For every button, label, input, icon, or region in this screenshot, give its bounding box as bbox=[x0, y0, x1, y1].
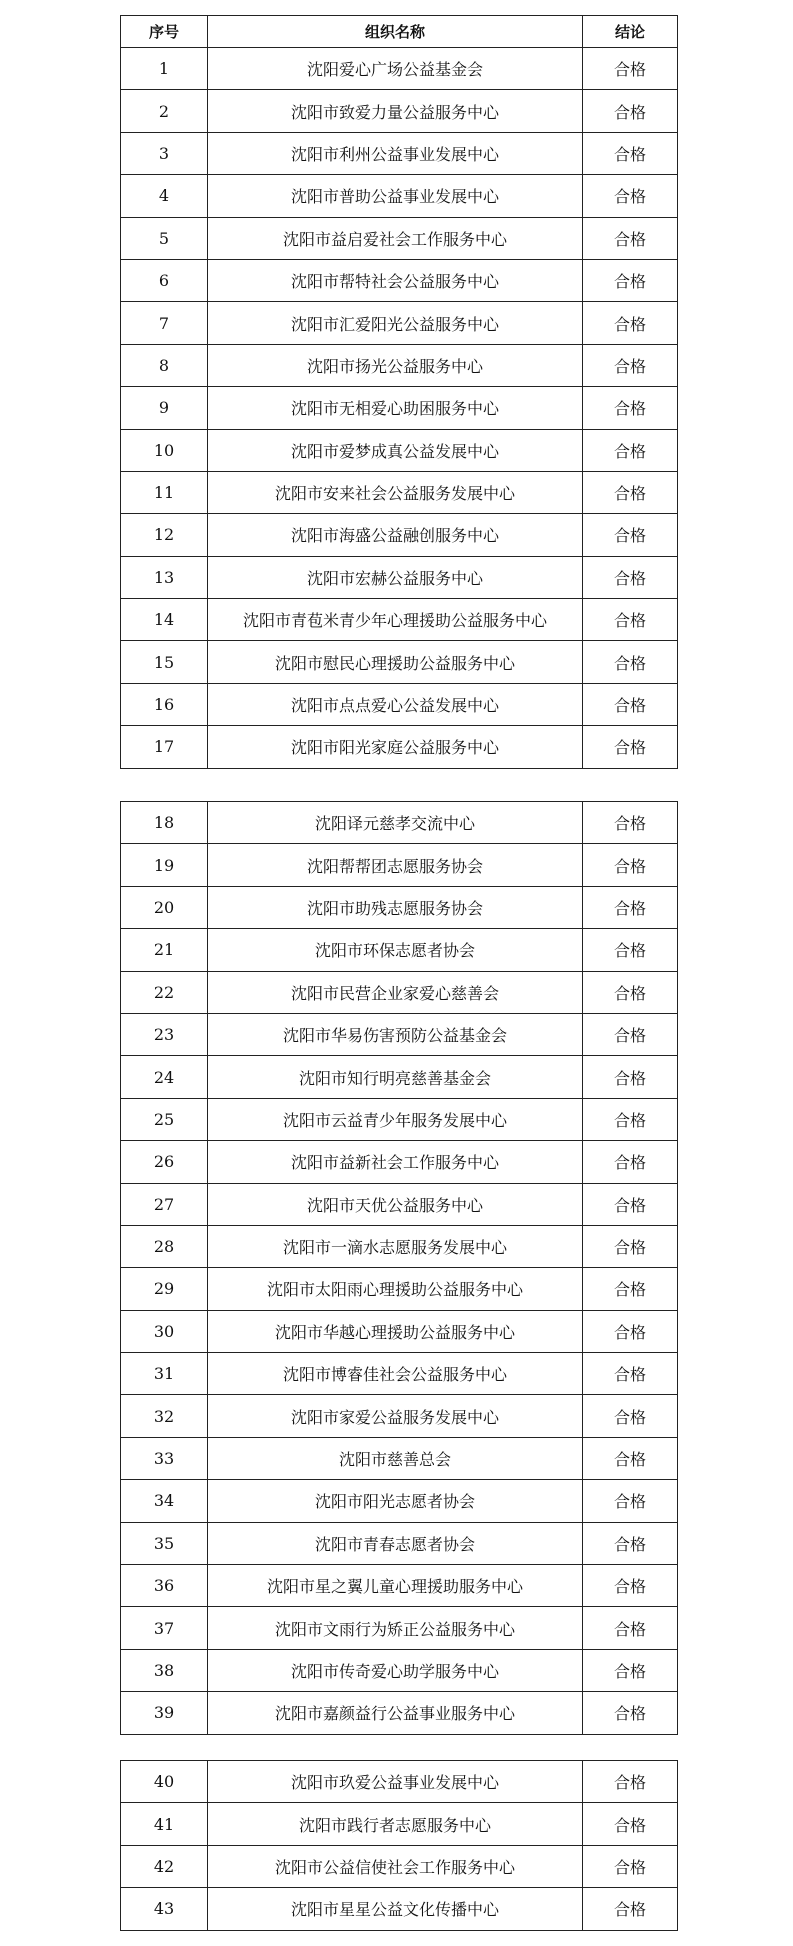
cell-num: 43 bbox=[121, 1888, 208, 1930]
table-row bbox=[121, 429, 678, 471]
cell-result: 合格 bbox=[583, 1310, 678, 1352]
cell-result: 合格 bbox=[583, 971, 678, 1013]
cell-num: 9 bbox=[121, 387, 208, 429]
cell-org-name: 沈阳爱心广场公益基金会 bbox=[208, 48, 583, 90]
cell-result: 合格 bbox=[583, 726, 678, 768]
cell-num: 24 bbox=[121, 1056, 208, 1098]
table-row bbox=[121, 175, 678, 217]
cell-result: 合格 bbox=[583, 1803, 678, 1845]
table-row bbox=[121, 259, 678, 301]
cell-num: 17 bbox=[121, 726, 208, 768]
cell-result: 合格 bbox=[583, 1013, 678, 1055]
header-num: 序号 bbox=[121, 16, 208, 48]
cell-num: 15 bbox=[121, 641, 208, 683]
cell-result: 合格 bbox=[583, 1183, 678, 1225]
cell-num: 14 bbox=[121, 599, 208, 641]
table-row bbox=[121, 1437, 678, 1479]
org-table-page-1 bbox=[120, 15, 678, 769]
cell-num: 16 bbox=[121, 683, 208, 725]
table-row bbox=[121, 1607, 678, 1649]
cell-org-name: 沈阳市汇爱阳光公益服务中心 bbox=[208, 302, 583, 344]
cell-org-name: 沈阳市环保志愿者协会 bbox=[208, 929, 583, 971]
cell-num: 34 bbox=[121, 1480, 208, 1522]
cell-org-name: 沈阳市利州公益事业发展中心 bbox=[208, 132, 583, 174]
cell-num: 23 bbox=[121, 1013, 208, 1055]
table-row bbox=[121, 1761, 678, 1803]
cell-result: 合格 bbox=[583, 1141, 678, 1183]
cell-num: 2 bbox=[121, 90, 208, 132]
table-row bbox=[121, 1268, 678, 1310]
cell-num: 33 bbox=[121, 1437, 208, 1479]
cell-org-name: 沈阳市嘉颜益行公益事业服务中心 bbox=[208, 1692, 583, 1734]
cell-org-name: 沈阳市爱梦成真公益发展中心 bbox=[208, 429, 583, 471]
cell-org-name: 沈阳市天优公益服务中心 bbox=[208, 1183, 583, 1225]
cell-result: 合格 bbox=[583, 90, 678, 132]
table-row bbox=[121, 599, 678, 641]
table-row bbox=[121, 302, 678, 344]
table-row bbox=[121, 1056, 678, 1098]
table-row bbox=[121, 556, 678, 598]
table-row bbox=[121, 1480, 678, 1522]
table-row bbox=[121, 1310, 678, 1352]
cell-org-name: 沈阳市无相爱心助困服务中心 bbox=[208, 387, 583, 429]
cell-org-name: 沈阳市慰民心理援助公益服务中心 bbox=[208, 641, 583, 683]
cell-org-name: 沈阳市公益信使社会工作服务中心 bbox=[208, 1845, 583, 1887]
cell-org-name: 沈阳市文雨行为矫正公益服务中心 bbox=[208, 1607, 583, 1649]
table-row bbox=[121, 471, 678, 513]
table-row bbox=[121, 90, 678, 132]
cell-org-name: 沈阳市玖爱公益事业发展中心 bbox=[208, 1761, 583, 1803]
cell-org-name: 沈阳市华易伤害预防公益基金会 bbox=[208, 1013, 583, 1055]
cell-org-name: 沈阳市助残志愿服务协会 bbox=[208, 886, 583, 928]
cell-org-name: 沈阳市帮特社会公益服务中心 bbox=[208, 259, 583, 301]
header-result: 结论 bbox=[583, 16, 678, 48]
cell-result: 合格 bbox=[583, 175, 678, 217]
table-row bbox=[121, 1013, 678, 1055]
cell-org-name: 沈阳市家爱公益服务发展中心 bbox=[208, 1395, 583, 1437]
cell-result: 合格 bbox=[583, 1607, 678, 1649]
cell-num: 5 bbox=[121, 217, 208, 259]
cell-org-name: 沈阳译元慈孝交流中心 bbox=[208, 802, 583, 844]
cell-num: 12 bbox=[121, 514, 208, 556]
cell-result: 合格 bbox=[583, 929, 678, 971]
cell-num: 7 bbox=[121, 302, 208, 344]
cell-result: 合格 bbox=[583, 217, 678, 259]
cell-result: 合格 bbox=[583, 1437, 678, 1479]
cell-org-name: 沈阳市星之翼儿童心理援助服务中心 bbox=[208, 1565, 583, 1607]
cell-num: 32 bbox=[121, 1395, 208, 1437]
cell-result: 合格 bbox=[583, 1098, 678, 1140]
cell-num: 31 bbox=[121, 1353, 208, 1395]
cell-org-name: 沈阳市青苞米青少年心理援助公益服务中心 bbox=[208, 599, 583, 641]
table-row bbox=[121, 48, 678, 90]
cell-result: 合格 bbox=[583, 844, 678, 886]
cell-num: 4 bbox=[121, 175, 208, 217]
cell-org-name: 沈阳市阳光家庭公益服务中心 bbox=[208, 726, 583, 768]
table-row bbox=[121, 726, 678, 768]
cell-result: 合格 bbox=[583, 1761, 678, 1803]
table-row bbox=[121, 929, 678, 971]
cell-result: 合格 bbox=[583, 1565, 678, 1607]
table-row bbox=[121, 1522, 678, 1564]
cell-num: 42 bbox=[121, 1845, 208, 1887]
cell-num: 26 bbox=[121, 1141, 208, 1183]
table-row bbox=[121, 1225, 678, 1267]
table-row bbox=[121, 1098, 678, 1140]
table-row bbox=[121, 1183, 678, 1225]
cell-num: 27 bbox=[121, 1183, 208, 1225]
cell-org-name: 沈阳市致爱力量公益服务中心 bbox=[208, 90, 583, 132]
cell-org-name: 沈阳市一滴水志愿服务发展中心 bbox=[208, 1225, 583, 1267]
cell-num: 18 bbox=[121, 802, 208, 844]
cell-num: 28 bbox=[121, 1225, 208, 1267]
table-row bbox=[121, 387, 678, 429]
table-row bbox=[121, 132, 678, 174]
cell-num: 19 bbox=[121, 844, 208, 886]
org-table-page-3 bbox=[120, 1760, 678, 1931]
table-row bbox=[121, 1692, 678, 1734]
cell-result: 合格 bbox=[583, 1522, 678, 1564]
org-table-page-2 bbox=[120, 801, 678, 1735]
table-row bbox=[121, 886, 678, 928]
cell-org-name: 沈阳市民营企业家爱心慈善会 bbox=[208, 971, 583, 1013]
cell-result: 合格 bbox=[583, 1268, 678, 1310]
cell-result: 合格 bbox=[583, 1692, 678, 1734]
cell-num: 6 bbox=[121, 259, 208, 301]
cell-org-name: 沈阳市青春志愿者协会 bbox=[208, 1522, 583, 1564]
cell-org-name: 沈阳市阳光志愿者协会 bbox=[208, 1480, 583, 1522]
cell-result: 合格 bbox=[583, 1225, 678, 1267]
cell-org-name: 沈阳市太阳雨心理援助公益服务中心 bbox=[208, 1268, 583, 1310]
cell-result: 合格 bbox=[583, 302, 678, 344]
table-row bbox=[121, 1565, 678, 1607]
cell-result: 合格 bbox=[583, 599, 678, 641]
table-row bbox=[121, 217, 678, 259]
cell-result: 合格 bbox=[583, 1395, 678, 1437]
cell-org-name: 沈阳市慈善总会 bbox=[208, 1437, 583, 1479]
cell-num: 25 bbox=[121, 1098, 208, 1140]
header-name: 组织名称 bbox=[208, 16, 583, 48]
table-header-row bbox=[121, 16, 678, 48]
cell-num: 29 bbox=[121, 1268, 208, 1310]
cell-num: 1 bbox=[121, 48, 208, 90]
cell-org-name: 沈阳市益新社会工作服务中心 bbox=[208, 1141, 583, 1183]
cell-org-name: 沈阳市博睿佳社会公益服务中心 bbox=[208, 1353, 583, 1395]
cell-result: 合格 bbox=[583, 48, 678, 90]
cell-num: 36 bbox=[121, 1565, 208, 1607]
cell-result: 合格 bbox=[583, 471, 678, 513]
cell-org-name: 沈阳市点点爱心公益发展中心 bbox=[208, 683, 583, 725]
cell-org-name: 沈阳市扬光公益服务中心 bbox=[208, 344, 583, 386]
table-row bbox=[121, 344, 678, 386]
cell-result: 合格 bbox=[583, 1649, 678, 1691]
cell-org-name: 沈阳市海盛公益融创服务中心 bbox=[208, 514, 583, 556]
cell-result: 合格 bbox=[583, 1888, 678, 1930]
table-row bbox=[121, 1803, 678, 1845]
cell-result: 合格 bbox=[583, 1845, 678, 1887]
table-row bbox=[121, 802, 678, 844]
cell-num: 3 bbox=[121, 132, 208, 174]
cell-result: 合格 bbox=[583, 1056, 678, 1098]
cell-org-name: 沈阳市传奇爱心助学服务中心 bbox=[208, 1649, 583, 1691]
cell-result: 合格 bbox=[583, 387, 678, 429]
table-row bbox=[121, 1649, 678, 1691]
cell-result: 合格 bbox=[583, 259, 678, 301]
cell-result: 合格 bbox=[583, 1353, 678, 1395]
cell-org-name: 沈阳市安来社会公益服务发展中心 bbox=[208, 471, 583, 513]
cell-org-name: 沈阳市普助公益事业发展中心 bbox=[208, 175, 583, 217]
cell-org-name: 沈阳市践行者志愿服务中心 bbox=[208, 1803, 583, 1845]
table-row bbox=[121, 641, 678, 683]
cell-num: 20 bbox=[121, 886, 208, 928]
table-row bbox=[121, 844, 678, 886]
table-row bbox=[121, 1845, 678, 1887]
cell-result: 合格 bbox=[583, 514, 678, 556]
cell-result: 合格 bbox=[583, 1480, 678, 1522]
cell-org-name: 沈阳市宏赫公益服务中心 bbox=[208, 556, 583, 598]
cell-result: 合格 bbox=[583, 556, 678, 598]
cell-org-name: 沈阳市华越心理援助公益服务中心 bbox=[208, 1310, 583, 1352]
table-row bbox=[121, 514, 678, 556]
table-row bbox=[121, 683, 678, 725]
cell-org-name: 沈阳市知行明亮慈善基金会 bbox=[208, 1056, 583, 1098]
cell-num: 39 bbox=[121, 1692, 208, 1734]
cell-result: 合格 bbox=[583, 344, 678, 386]
table-row bbox=[121, 1888, 678, 1930]
cell-num: 40 bbox=[121, 1761, 208, 1803]
table-row bbox=[121, 1141, 678, 1183]
table-row bbox=[121, 971, 678, 1013]
cell-num: 22 bbox=[121, 971, 208, 1013]
cell-num: 30 bbox=[121, 1310, 208, 1352]
table-row bbox=[121, 1353, 678, 1395]
cell-org-name: 沈阳帮帮团志愿服务协会 bbox=[208, 844, 583, 886]
cell-num: 10 bbox=[121, 429, 208, 471]
cell-num: 8 bbox=[121, 344, 208, 386]
cell-num: 21 bbox=[121, 929, 208, 971]
cell-result: 合格 bbox=[583, 641, 678, 683]
cell-result: 合格 bbox=[583, 132, 678, 174]
cell-num: 41 bbox=[121, 1803, 208, 1845]
cell-num: 11 bbox=[121, 471, 208, 513]
cell-num: 38 bbox=[121, 1649, 208, 1691]
cell-num: 13 bbox=[121, 556, 208, 598]
cell-result: 合格 bbox=[583, 886, 678, 928]
cell-num: 37 bbox=[121, 1607, 208, 1649]
cell-result: 合格 bbox=[583, 802, 678, 844]
cell-org-name: 沈阳市益启爱社会工作服务中心 bbox=[208, 217, 583, 259]
cell-org-name: 沈阳市星星公益文化传播中心 bbox=[208, 1888, 583, 1930]
cell-result: 合格 bbox=[583, 683, 678, 725]
cell-result: 合格 bbox=[583, 429, 678, 471]
table-row bbox=[121, 1395, 678, 1437]
cell-num: 35 bbox=[121, 1522, 208, 1564]
cell-org-name: 沈阳市云益青少年服务发展中心 bbox=[208, 1098, 583, 1140]
